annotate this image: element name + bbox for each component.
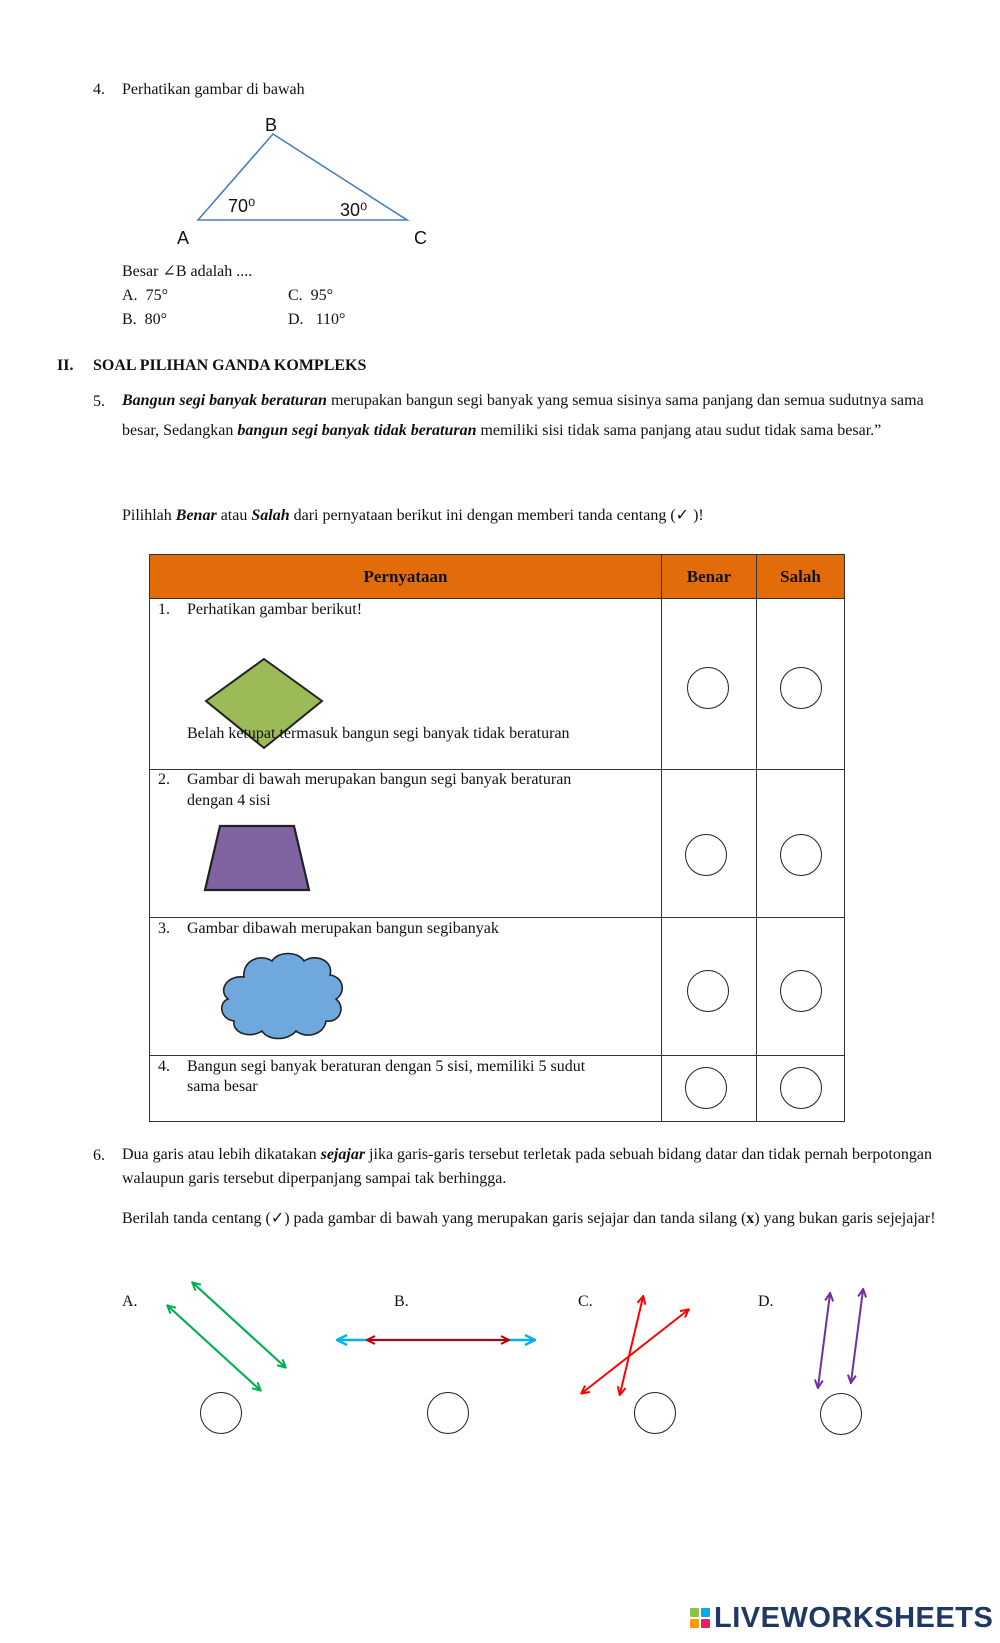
true-cell-4 (662, 1056, 757, 1122)
true-radio-2[interactable] (685, 834, 727, 876)
q6-x-mark: x (746, 1210, 755, 1227)
instr-salah: Salah (251, 507, 290, 524)
row-line-2: sama besar (187, 1078, 258, 1095)
false-cell-1 (757, 599, 845, 770)
instr-part-c: dari pernyataan berikut ini dengan memberi tanda centang (✓ )! (289, 507, 704, 524)
q5-number: 5. (93, 393, 105, 410)
true-cell-2 (662, 770, 757, 918)
row-line-1: Perhatikan gambar berikut! (187, 601, 363, 618)
row-line-1: Gambar di bawah merupakan bangun segi banyak beraturan (187, 771, 572, 788)
option-letter: D. (288, 311, 304, 328)
q6-bold-term: sejajar (320, 1146, 366, 1163)
q6-option-a-label: A. (122, 1293, 138, 1310)
true-radio-1[interactable] (687, 667, 729, 709)
false-radio-2[interactable] (780, 834, 822, 876)
q6-text-b: jika garis-garis tersebut terletak pada sebuah bidang datar dan tidak pernah berpotongan walaupun garis tersebut diperpanjang sampai tak berhingga. (122, 1146, 932, 1187)
q6-option-d-label: D. (758, 1293, 774, 1310)
row-number: 1. (158, 601, 170, 618)
q6-option-c-label: C. (578, 1293, 593, 1310)
q6-radio-a[interactable] (200, 1392, 242, 1434)
q5-bold-term-2: bangun segi banyak tidak beraturan (237, 422, 477, 439)
vertex-label-a: A (177, 228, 190, 248)
section-roman: II. (57, 357, 74, 374)
option-letter: C. (288, 287, 303, 304)
q4-option-c[interactable] (288, 286, 333, 306)
liveworksheets-logo (690, 1601, 993, 1635)
row-line-2: Belah ketupat termasuk bangun segi banyak tidak beraturan (187, 725, 570, 742)
instr-part-b: atau (216, 507, 252, 524)
q6-text-c: Berilah tanda centang (✓) pada gambar di bawah yang merupakan garis sejajar dan tanda silang ( (122, 1210, 747, 1227)
option-letter: A. (122, 287, 138, 304)
vertex-label-c: C (414, 228, 427, 248)
statement-cell-4 (150, 1056, 662, 1122)
header-statement: Pernyataan (150, 555, 662, 599)
q5-text-1: merupakan bangun segi banyak yang semua sisinya sama panjang dan semua sudutnya sama besar, Sedangkan (122, 392, 924, 439)
false-cell-3 (757, 918, 845, 1056)
q6-paragraph-2 (122, 1207, 952, 1231)
false-cell-4 (757, 1056, 845, 1122)
q6-radio-c[interactable] (634, 1392, 676, 1434)
table-row (150, 918, 845, 1056)
false-radio-3[interactable] (780, 970, 822, 1012)
q4-question: Besar ∠B adalah .... (122, 263, 253, 280)
table-row (150, 770, 845, 918)
true-radio-4[interactable] (685, 1067, 727, 1109)
row-number: 2. (158, 771, 170, 788)
logo-icon (690, 1608, 710, 1628)
vertex-label-b: B (265, 115, 278, 135)
q4-number: 4. (93, 81, 105, 98)
table-header-row (150, 555, 845, 599)
option-value: 80° (144, 311, 168, 328)
q5-text-2: memiliki sisi tidak sama panjang atau sudut tidak sama besar.” (476, 422, 882, 439)
arrow-d-1 (818, 1294, 830, 1387)
q6-text-d: ) yang bukan garis sejejajar! (754, 1210, 936, 1227)
statement-cell-2 (150, 770, 662, 918)
arrow-c-1 (620, 1297, 643, 1394)
table-row (150, 599, 845, 770)
row-number: 3. (158, 920, 170, 937)
statement-table (149, 554, 845, 1122)
q5-instruction (122, 506, 704, 526)
arrow-a-2 (168, 1306, 260, 1390)
q6-text-a: Dua garis atau lebih dikatakan (122, 1146, 321, 1163)
q6-radio-b[interactable] (427, 1392, 469, 1434)
table-row (150, 1056, 845, 1122)
true-cell-3 (662, 918, 757, 1056)
q6-radio-d[interactable] (820, 1393, 862, 1435)
q4-option-d[interactable] (288, 310, 345, 330)
cloud-shape (214, 946, 346, 1042)
header-true: Benar (662, 555, 757, 599)
option-value: 75° (145, 287, 168, 304)
logo-text: LIVEWORKSHEETS (714, 1601, 994, 1634)
option-value: 110° (315, 311, 346, 328)
instr-benar: Benar (175, 507, 217, 524)
instr-part-a: Pilihlah (122, 507, 176, 524)
angle-label-a: 70⁰ (228, 196, 256, 216)
q6-number: 6. (93, 1147, 105, 1164)
row-line-2: dengan 4 sisi (187, 792, 271, 809)
q6-paragraph-1 (122, 1143, 952, 1191)
q5-paragraph (122, 386, 937, 446)
false-cell-2 (757, 770, 845, 918)
option-value: 95° (310, 287, 334, 304)
arrow-c-2 (582, 1310, 688, 1393)
q5-bold-term-1: Bangun segi banyak beraturan (122, 392, 327, 409)
angle-label-c: 30⁰ (340, 200, 368, 220)
arrow-d-2 (851, 1290, 863, 1382)
true-radio-3[interactable] (687, 970, 729, 1012)
header-false: Salah (757, 555, 845, 599)
triangle-figure (150, 110, 470, 250)
section-title: SOAL PILIHAN GANDA KOMPLEKS (93, 357, 367, 374)
statement-cell-1 (150, 599, 662, 770)
q4-intro: Perhatikan gambar di bawah (122, 81, 305, 98)
row-number: 4. (158, 1058, 170, 1075)
arrow-a-1 (193, 1283, 285, 1367)
false-radio-4[interactable] (780, 1067, 822, 1109)
row-line-1: Gambar dibawah merupakan bangun segibanyak (187, 920, 499, 937)
q6-option-b-label: B. (394, 1293, 409, 1310)
row-line-1: Bangun segi banyak beraturan dengan 5 sisi, memiliki 5 sudut (187, 1058, 586, 1075)
true-cell-1 (662, 599, 757, 770)
q4-option-b[interactable] (122, 310, 167, 330)
option-letter: B. (122, 311, 137, 328)
false-radio-1[interactable] (780, 667, 822, 709)
q4-option-a[interactable] (122, 286, 168, 306)
statement-cell-3 (150, 918, 662, 1056)
trapezoid-shape (202, 823, 314, 893)
